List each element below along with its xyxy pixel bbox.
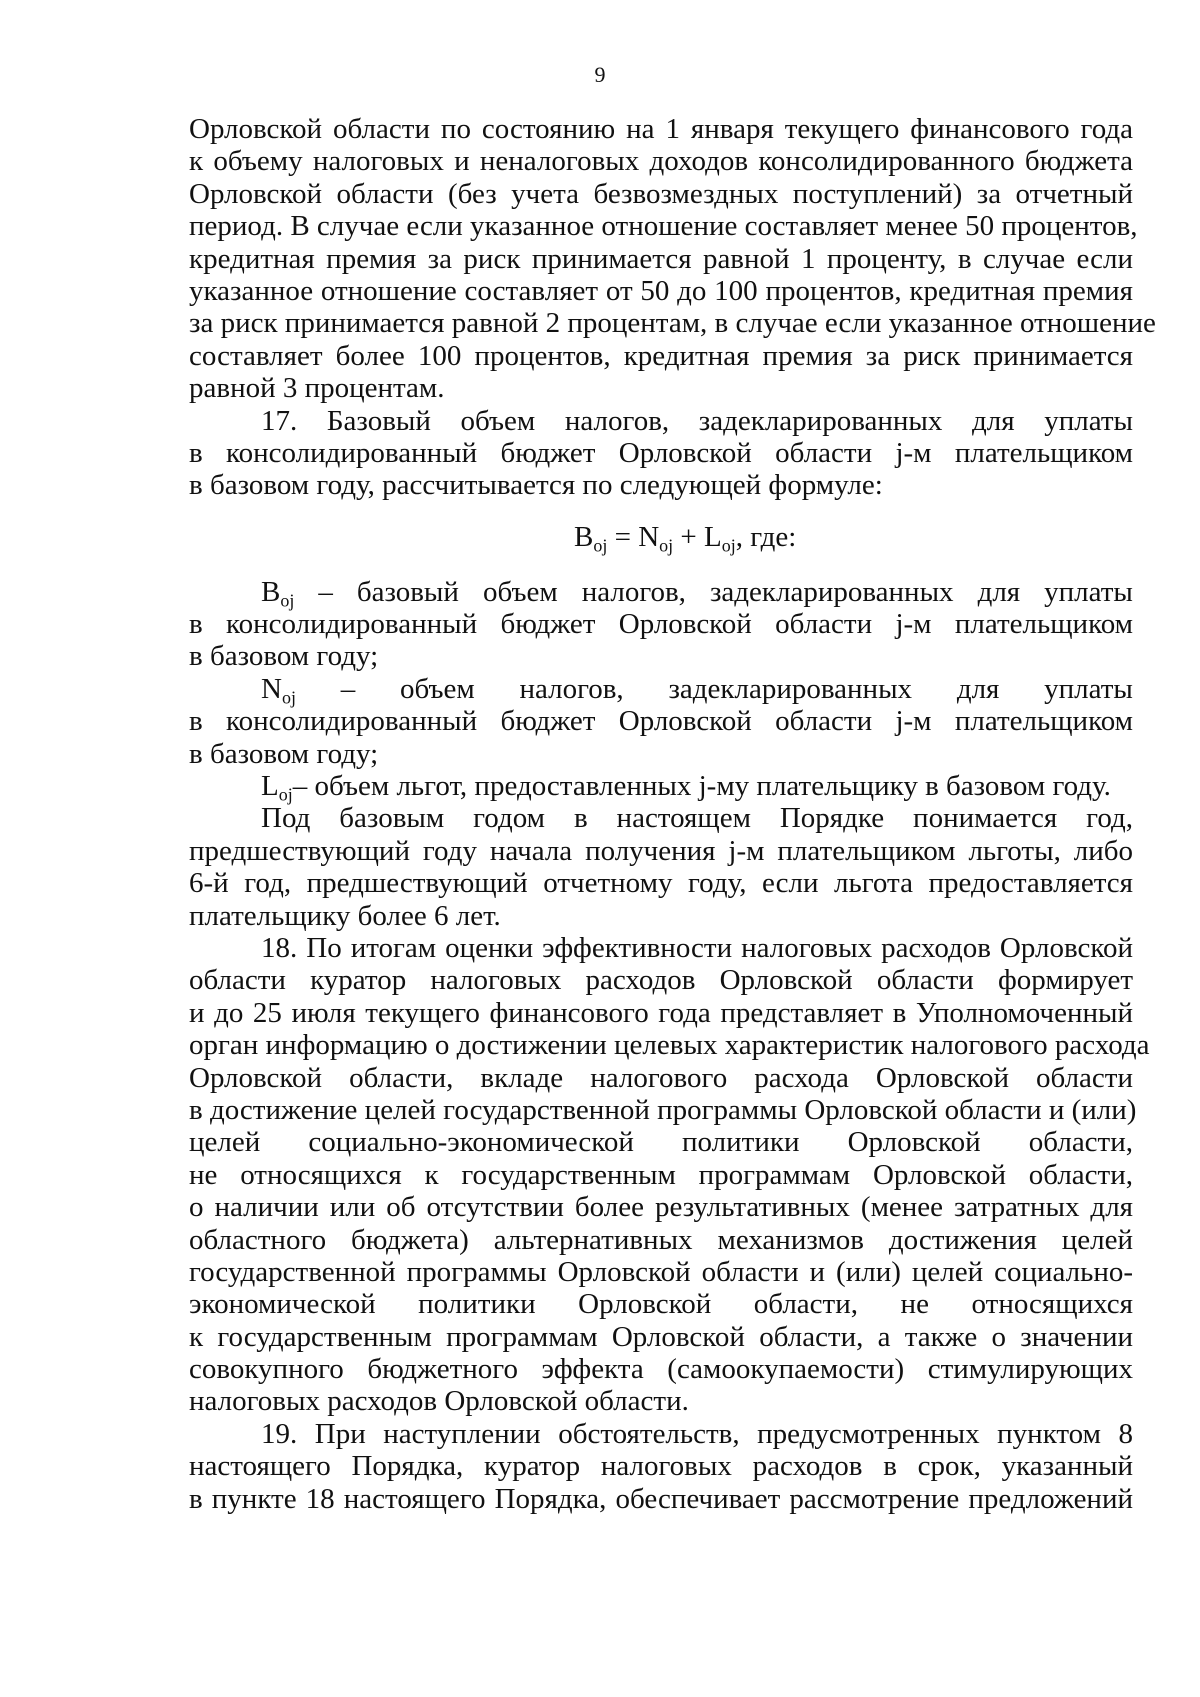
text-line: Орловской области по состоянию на 1 января текущего финансового года [189, 113, 1133, 145]
text-line: в пункте 18 настоящего Порядка, обеспечивает рассмотрение предложений [189, 1482, 1133, 1515]
text-line: 6-й год, предшествующий отчетному году, если льгота предоставляется [189, 867, 1133, 900]
definition-word: для [977, 575, 1021, 608]
text-line: целей социально-экономической политики Орловской области, [189, 1126, 1133, 1159]
text-line: и до 25 июля текущего финансового года представляет в Уполномоченный [189, 996, 1133, 1029]
formula-equals: = [607, 520, 639, 553]
definition-word: уплаты [1044, 575, 1133, 608]
definition-word: налогов, [581, 575, 686, 608]
definition-l [189, 770, 1133, 805]
definition-word: уплаты [1044, 672, 1133, 705]
text-line: экономической политики Орловской области, не относящихся [189, 1288, 1133, 1321]
text-line: совокупного бюджетного эффекта (самоокупаемости) стимулирующих [189, 1353, 1133, 1386]
text-line: настоящего Порядка, куратор налоговых расходов в срок, указанный [189, 1450, 1133, 1483]
text-line: составляет более 100 процентов, кредитная премия за риск принимается [189, 339, 1133, 372]
text-line: в консолидированный бюджет Орловской области j-м плательщиком [189, 705, 1133, 738]
definition-word: задекларированных [668, 672, 913, 705]
formula-plus: + [673, 520, 704, 553]
definition-symbol: $N_{oj}$ [261, 672, 296, 708]
formula-symbol-b: B [574, 520, 594, 553]
text-line: в базовом году; [189, 640, 379, 673]
text-line: к государственным программам Орловской области, а также о значении [189, 1320, 1133, 1353]
text-line: о наличии или об отсутствии более результативных (менее затратных для [189, 1191, 1133, 1224]
definition-text: – объем льгот, предоставленных j-му плательщику в базовом году. [292, 770, 1111, 803]
document-body [189, 113, 1156, 1515]
paragraph-19 [189, 1418, 1133, 1515]
text-line: Орловской области, вкладе налогового расхода Орловской области [189, 1061, 1133, 1094]
text-line: плательщику более 6 лет. [189, 899, 501, 932]
definition-symbol: $B_{oj}$ [261, 575, 295, 611]
text-line: не относящихся к государственным программам Орловской области, [189, 1158, 1133, 1191]
text-line: в консолидированный бюджет Орловской области j-м плательщиком [189, 436, 1133, 469]
text-line: предшествующий году начала получения j-м плательщиком льготы, либо [189, 834, 1133, 867]
page-number: 9 [594, 62, 606, 87]
text-line: период. В случае если указанное отношение составляет менее 50 процентов, [189, 210, 1138, 243]
definition-word: для [956, 672, 1000, 705]
definition-dash: – [340, 672, 356, 705]
definition-first-line [189, 672, 1133, 708]
text-line: за риск принимается равной 2 процентам, в случае если указанное отношение [189, 307, 1156, 340]
text-line: налоговых расходов Орловской области. [189, 1385, 689, 1418]
text-line: орган информацию о достижении целевых характеристик налогового расхода [189, 1029, 1150, 1062]
text-line: в консолидированный бюджет Орловской области j-м плательщиком [189, 608, 1133, 641]
text-line: в базовом году, рассчитывается по следующей формуле: [189, 469, 883, 502]
definition-symbol: $L_{oj}$ [261, 770, 293, 805]
formula-symbol-l: L [703, 520, 722, 553]
definition-word: налогов, [519, 672, 624, 705]
paragraph-base-year [189, 802, 1133, 932]
text-line: 18. По итогам оценки эффективности налоговых расходов Орловской [261, 931, 1133, 964]
definition-word: задекларированных [709, 575, 954, 608]
text-line: в достижение целей государственной программы Орловской области и (или) [189, 1093, 1137, 1126]
paragraph-risk-premium [189, 113, 1156, 405]
definition-word: объем [482, 575, 558, 608]
definition-n [189, 673, 1133, 770]
text-line: к объему налоговых и неналоговых доходов консолидированного бюджета [189, 145, 1133, 178]
text-line: указанное отношение составляет от 50 до 100 процентов, кредитная премия [189, 274, 1133, 307]
formula-subscript: oj [721, 535, 736, 556]
paragraph-17 [189, 405, 1133, 502]
definition-word: объем [399, 672, 475, 705]
text-line: 17. Базовый объем налогов, задекларированных для уплаты [261, 404, 1133, 437]
formula-tail: , где: [735, 520, 797, 553]
formula-base-tax-volume [189, 502, 1133, 576]
text-line: равной 3 процентам. [189, 372, 445, 405]
formula-symbol-n: N [638, 520, 660, 553]
text-line: областного бюджета) альтернативных механизмов достижения целей [189, 1223, 1133, 1256]
definition-first-line [189, 575, 1133, 611]
definition-dash: – [318, 575, 333, 608]
text-line: кредитная премия за риск принимается равной 1 проценту, в случае если [189, 242, 1133, 275]
text-line: 19. При наступлении обстоятельств, предусмотренных пунктом 8 [261, 1417, 1133, 1450]
paragraph-18 [189, 931, 1150, 1418]
definition-word: базовый [356, 575, 459, 608]
definition-b [189, 576, 1133, 673]
text-line [189, 770, 1133, 805]
formula-subscript: oj [659, 535, 674, 556]
text-line: Под базовым годом в настоящем Порядке понимается год, [261, 802, 1133, 835]
text-line: государственной программы Орловской области и (или) целей социально- [189, 1255, 1133, 1288]
text-line: Орловской области (без учета безвозмездных поступлений) за отчетный [189, 177, 1133, 210]
formula-subscript: oj [593, 535, 608, 556]
text-line: в базовом году; [189, 737, 379, 770]
text-line: области куратор налоговых расходов Орловской области формирует [189, 964, 1133, 997]
